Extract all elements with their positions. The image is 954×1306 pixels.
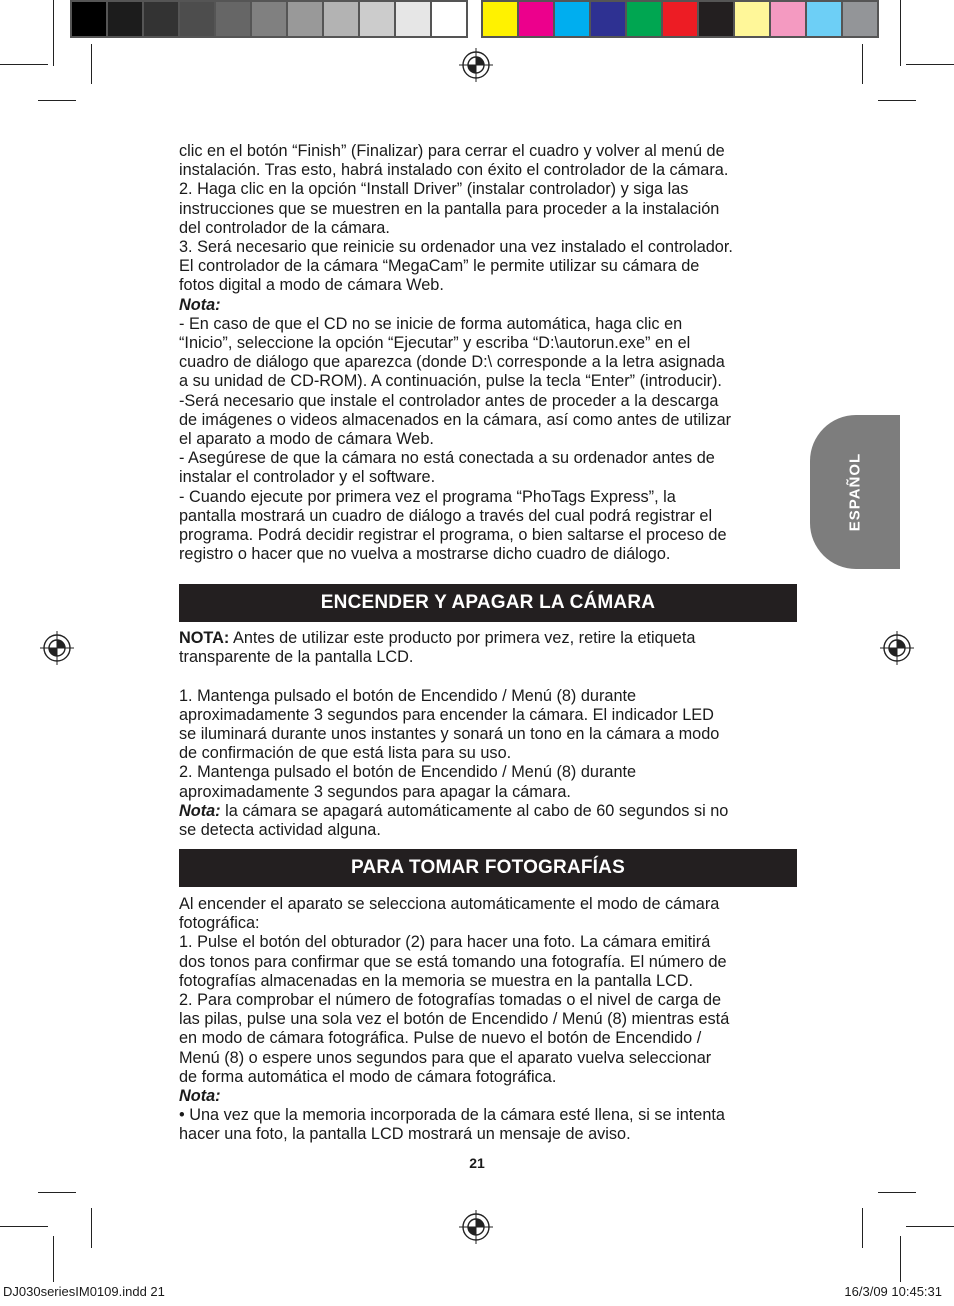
grayscale-calibration-bar (70, 0, 468, 38)
photo-instructions (179, 895, 799, 1087)
text-line: 1. Mantenga pulsado el botón de Encendido / Menú (8) durante (179, 686, 637, 705)
text-line: las pilas, pulse una sola vez el botón de Encendido / Menú (8) mientras está (179, 1010, 730, 1029)
nota-label: Nota: (179, 801, 221, 820)
text-line: de imágenes o videos almacenados en la cámara, así como antes de utilizar (179, 410, 732, 429)
color-swatch (519, 2, 553, 36)
nota-label: Nota: (179, 295, 221, 314)
gray-swatch (360, 2, 394, 36)
text-line: Al encender el aparato se selecciona automáticamente el modo de cámara (179, 895, 720, 913)
footer-timestamp: 16/3/09 10:45:31 (844, 1284, 942, 1299)
text-line: - En caso de que el CD no se inicie de forma automática, haga clic en (179, 314, 683, 333)
power-final-note (179, 802, 799, 821)
text-line: - Cuando ejecute por primera vez el programa “PhoTags Express”, la (179, 487, 676, 506)
power-note (179, 629, 799, 648)
text-line: 3. Será necesario que reinicie su ordenador una vez instalado el controlador. (179, 238, 733, 257)
nota-label: Nota: (179, 1087, 221, 1106)
color-calibration-bar (481, 0, 879, 38)
color-swatch (663, 2, 697, 36)
color-swatch (699, 2, 733, 36)
text-line: instalar el controlador y el software. (179, 468, 436, 487)
color-swatch (771, 2, 805, 36)
language-tab-label: ESPAÑOL (846, 452, 864, 532)
text-line: el aparato a modo de cámara Web. (179, 430, 434, 449)
text-line: 2. Para comprobar el número de fotografías tomadas o el nivel de carga de (179, 991, 722, 1010)
intro-text (179, 142, 799, 564)
text-line: fotográfica: (179, 914, 260, 933)
color-swatch (843, 2, 877, 36)
text-line: aproximadamente 3 segundos para apagar la cámara. (179, 782, 571, 801)
text-line: registro o hacer que no vuelva a mostrarse dicho cuadro de diálogo. (179, 545, 671, 564)
text-line: programa. Podrá decidir registrar el programa, o bien saltarse el proceso de (179, 526, 727, 545)
text-line: del controlador de la cámara. (179, 218, 390, 237)
registration-mark-icon (459, 1210, 493, 1244)
nota-label: NOTA: (179, 629, 230, 647)
color-swatch (591, 2, 625, 36)
gray-swatch (72, 2, 106, 36)
section-header-photos (179, 849, 797, 887)
intro-nota-list (179, 315, 799, 565)
color-swatch (735, 2, 769, 36)
section-header-power (179, 584, 797, 622)
text-line: • Una vez que la memoria incorporada de la cámara esté llena, si se intenta (179, 1106, 725, 1125)
text-line: pantalla mostrará un cuadro de diálogo a través del cual podrá registrar el (179, 506, 713, 525)
text-line: -Será necesario que instale el controlador antes de proceder a la descarga (179, 391, 719, 410)
text-line: hacer una foto, la pantalla LCD mostrará un mensaje de aviso. (179, 1125, 631, 1144)
text-line: 2. Haga clic en la opción “Install Driver” (instalar controlador) y siga las (179, 180, 689, 199)
text-line: instrucciones que se muestren en la pantalla para proceder a la instalación (179, 199, 720, 218)
text-line: fotografías almacenadas en la memoria se muestra en la pantalla LCD. (179, 971, 694, 990)
text-line: - Asegúrese de que la cámara no está conectada a su ordenador antes de (179, 449, 715, 468)
power-note-line: transparente de la pantalla LCD. (179, 648, 414, 667)
text-line: Menú (8) o espere unos segundos para que el aparato vuelva seleccionar (179, 1048, 712, 1067)
gray-swatch (252, 2, 286, 36)
text-line: dos tonos para confirmar que se está tomando una fotografía. El número de (179, 952, 727, 971)
text-line: “Inicio”, seleccione la opción “Ejecutar” y escriba “D:\autorun.exe” en el (179, 334, 691, 353)
text-line: cuadro de diálogo que aparezca (donde D:\ corresponde a la letra asignada (179, 353, 725, 372)
gray-swatch (396, 2, 430, 36)
color-swatch (483, 2, 517, 36)
power-final-note-text: la cámara se apagará automáticamente al cabo de 60 segundos si no (220, 801, 729, 820)
power-final-note-line: se detecta actividad alguna. (179, 821, 381, 840)
text-line: 1. Pulse el botón del obturador (2) para hacer una foto. La cámara emitirá (179, 933, 711, 952)
footer-filename: DJ030seriesIM0109.indd 21 (3, 1284, 165, 1299)
text-line: clic en el botón “Finish” (Finalizar) para cerrar el cuadro y volver al menú de (179, 142, 725, 160)
text-line: instalación. Tras esto, habrá instalado con éxito el controlador de la cámara. (179, 161, 729, 180)
gray-swatch (216, 2, 250, 36)
color-swatch (627, 2, 661, 36)
text-line: aproximadamente 3 segundos para encender la cámara. El indicador LED (179, 705, 714, 724)
page-number: 21 (469, 1155, 485, 1171)
text-line: a su unidad de CD-ROM). A continuación, pulse la tecla “Enter” (introducir). (179, 372, 722, 391)
text-line: El controlador de la cámara “MegaCam” le permite utilizar su cámara de (179, 257, 700, 276)
power-section-text (179, 629, 799, 840)
registration-mark-icon (459, 48, 493, 82)
power-note-text: Antes de utilizar este producto por primera vez, retire la etiqueta (229, 629, 696, 647)
text-line: de confirmación de que está lista para su uso. (179, 744, 512, 763)
color-swatch (807, 2, 841, 36)
text-line: en modo de cámara fotográfica. Pulse de nuevo el botón de Encendido / (179, 1029, 702, 1048)
photo-nota-list (179, 1106, 799, 1144)
text-line: se iluminará durante unos instantes y sonará un tono en la cámara a modo (179, 725, 720, 744)
photo-section-text (179, 895, 799, 1145)
text-line: de forma automática el modo de cámara fotográfica. (179, 1067, 557, 1086)
registration-mark-icon (40, 631, 74, 665)
language-tab (810, 415, 900, 569)
gray-swatch (144, 2, 178, 36)
text-line: 2. Mantenga pulsado el botón de Encendido / Menú (8) durante (179, 763, 637, 782)
color-swatch (555, 2, 589, 36)
intro-paragraph (179, 142, 799, 296)
power-instructions (179, 687, 799, 802)
text-line: fotos digital a modo de cámara Web. (179, 276, 444, 295)
section-title: PARA TOMAR FOTOGRAFÍAS (351, 857, 625, 878)
gray-swatch (324, 2, 358, 36)
gray-swatch (180, 2, 214, 36)
spacer-line (179, 667, 799, 686)
gray-swatch (108, 2, 142, 36)
gray-swatch (288, 2, 322, 36)
gray-swatch (432, 2, 466, 36)
registration-mark-icon (880, 631, 914, 665)
section-title: ENCENDER Y APAGAR LA CÁMARA (320, 592, 656, 613)
